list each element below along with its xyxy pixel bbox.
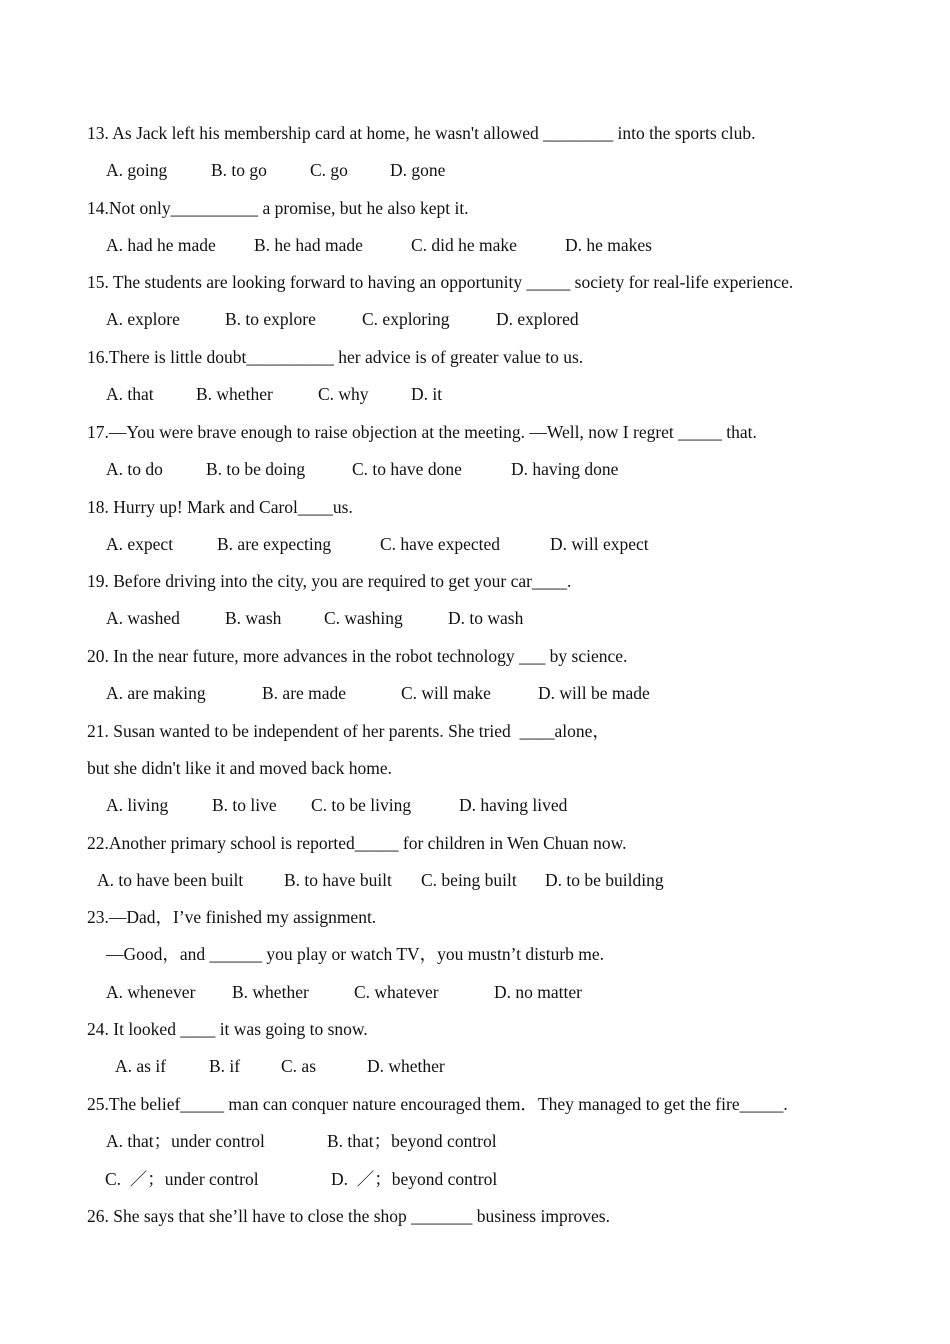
question-25-stem: 25.The belief_____ man can conquer nature encouraged them．They managed to get the fire_____. (87, 1094, 788, 1114)
option-c: C. exploring (362, 309, 450, 329)
question-23-stem: 23.—Dad，I’ve finished my assignment. (87, 907, 377, 927)
option-b: B. to live (212, 795, 277, 815)
option-b: B. whether (196, 384, 273, 404)
question-18-stem: 18. Hurry up! Mark and Carol____us. (87, 497, 353, 517)
question-25-options-row-1 (106, 1130, 546, 1152)
question-19-stem: 19. Before driving into the city, you are required to get your car____. (87, 571, 572, 591)
option-b: B. that；beyond control (327, 1131, 497, 1151)
option-c: C. why (318, 384, 369, 404)
question-21-options (106, 794, 626, 816)
option-d: D. having lived (459, 795, 568, 815)
question-24-options (115, 1055, 495, 1077)
option-b: B. wash (225, 608, 282, 628)
option-d: D. explored (496, 309, 579, 329)
question-24-stem: 24. It looked ____ it was going to snow. (87, 1019, 368, 1039)
option-d: D. will be made (538, 683, 650, 703)
question-21-stem: 21. Susan wanted to be independent of her parents. She tried ____alone， (87, 721, 610, 741)
option-b: B. to go (211, 160, 267, 180)
option-c: C. ／；under control (105, 1169, 259, 1189)
option-d: D. to wash (448, 608, 524, 628)
question-20-options (106, 682, 706, 704)
option-a: A. explore (106, 309, 180, 329)
option-a: A. had he made (106, 235, 216, 255)
question-15-options (106, 308, 626, 330)
option-a: A. expect (106, 534, 174, 554)
option-d: D. having done (511, 459, 619, 479)
option-b: B. are made (262, 683, 347, 703)
option-a: A. to do (106, 459, 163, 479)
question-17-options (106, 458, 666, 480)
option-d: D. to be building (545, 870, 664, 890)
option-c: C. to have done (352, 459, 462, 479)
option-d: D. gone (390, 160, 446, 180)
option-b: B. to explore (225, 309, 316, 329)
question-14-options (106, 234, 706, 256)
question-17-stem: 17.—You were brave enough to raise objection at the meeting. —Well, now I regret _____ that. (87, 422, 757, 442)
option-c: C. whatever (354, 982, 439, 1002)
option-b: B. to be doing (206, 459, 306, 479)
question-26-stem: 26. She says that she’ll have to close the shop _______ business improves. (87, 1206, 610, 1226)
option-c: C. did he make (411, 235, 517, 255)
option-c: C. will make (401, 683, 491, 703)
option-b: B. if (209, 1056, 241, 1076)
question-16-options (106, 383, 506, 405)
option-c: C. being built (421, 870, 517, 890)
option-a: A. whenever (106, 982, 196, 1002)
option-c: C. washing (324, 608, 403, 628)
option-d: D. ／；beyond control (331, 1169, 498, 1189)
option-a: A. to have been built (97, 870, 244, 890)
option-c: C. go (310, 160, 348, 180)
option-a: A. that；under control (106, 1131, 265, 1151)
question-20-stem: 20. In the near future, more advances in the robot technology ___ by science. (87, 646, 628, 666)
option-d: D. it (411, 384, 443, 404)
option-a: A. washed (106, 608, 180, 628)
option-d: D. whether (367, 1056, 445, 1076)
question-14-stem: 14.Not only__________ a promise, but he also kept it. (87, 198, 469, 218)
option-d: D. will expect (550, 534, 649, 554)
option-b: B. are expecting (217, 534, 332, 554)
question-16-stem: 16.There is little doubt__________ her advice is of greater value to us. (87, 347, 584, 367)
option-d: D. he makes (565, 235, 652, 255)
question-23-options (106, 981, 626, 1003)
question-13-stem: 13. As Jack left his membership card at home, he wasn't allowed ________ into the sports club. (87, 123, 756, 143)
question-21-stem-continued: but she didn't like it and moved back home. (87, 758, 392, 778)
option-a: A. going (106, 160, 168, 180)
question-25-options-row-2 (106, 1168, 546, 1190)
question-18-options (106, 533, 706, 555)
question-23-stem-continued: —Good，and ______ you play or watch TV，you mustn’t disturb me. (106, 944, 605, 964)
option-c: C. as (281, 1056, 316, 1076)
option-a: A. that (106, 384, 154, 404)
question-13-options (106, 159, 526, 181)
question-19-options (106, 607, 566, 629)
option-a: A. as if (115, 1056, 167, 1076)
option-a: A. are making (106, 683, 206, 703)
option-b: B. he had made (254, 235, 363, 255)
question-22-options (97, 869, 717, 891)
question-15-stem: 15. The students are looking forward to having an opportunity _____ society for real-life experience. (87, 272, 794, 292)
option-b: B. to have built (284, 870, 392, 890)
option-c: C. have expected (380, 534, 501, 554)
option-c: C. to be living (311, 795, 412, 815)
question-22-stem: 22.Another primary school is reported_____ for children in Wen Chuan now. (87, 833, 627, 853)
option-a: A. living (106, 795, 169, 815)
option-d: D. no matter (494, 982, 582, 1002)
option-b: B. whether (232, 982, 309, 1002)
